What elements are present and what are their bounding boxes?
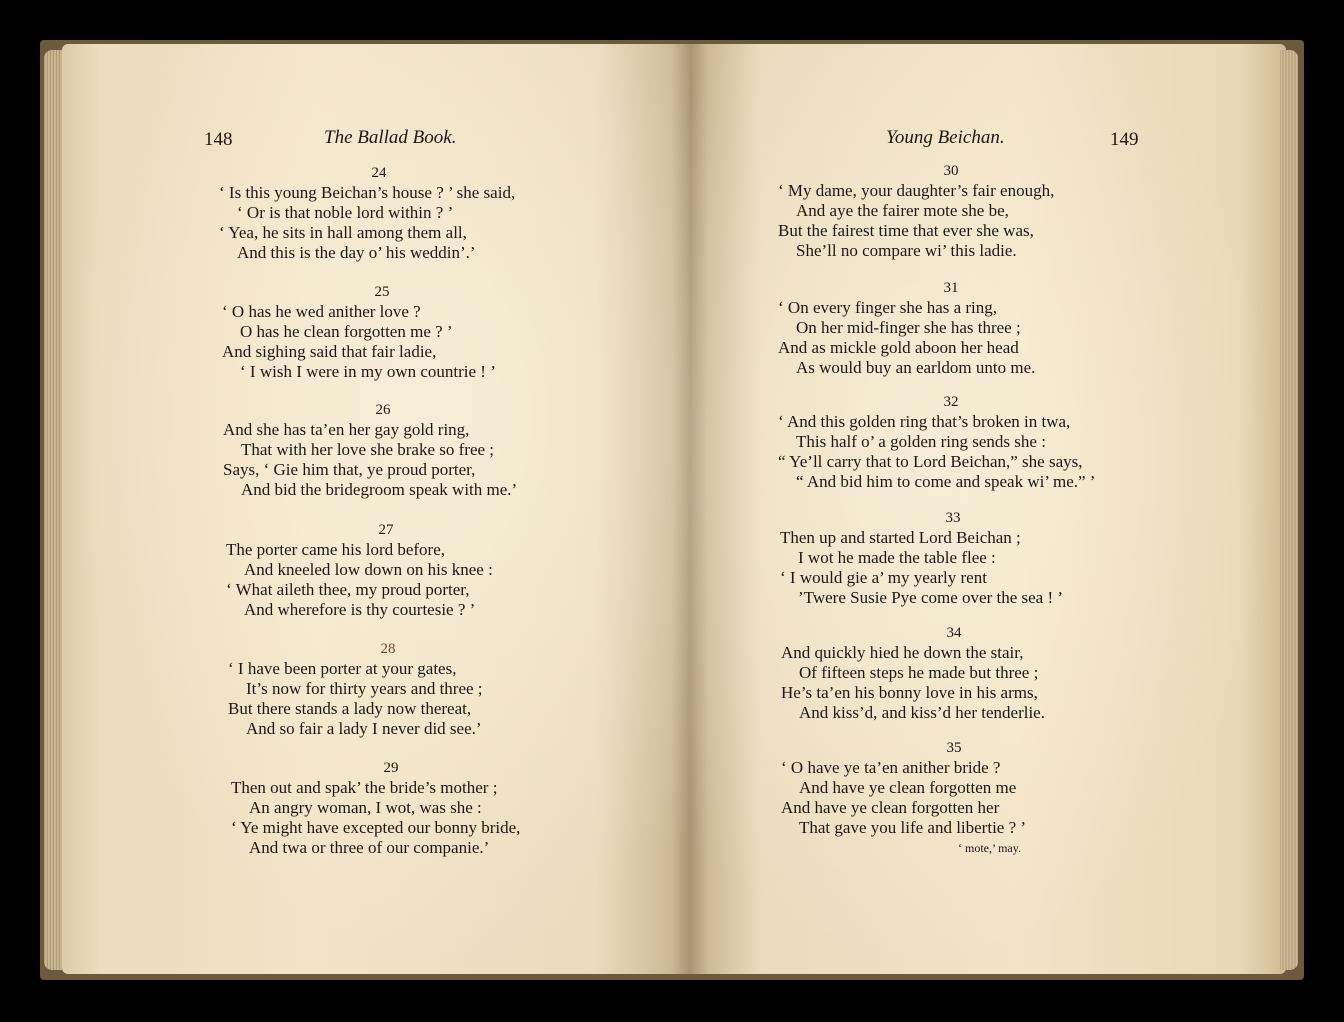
stanza-number: 35 bbox=[946, 740, 962, 756]
verse-line: ‘ I wish I were in my own countrie ! ’ bbox=[240, 362, 496, 381]
stanza-number: 26 bbox=[375, 402, 391, 418]
stanza-number: 33 bbox=[945, 510, 961, 526]
verse-line: ‘ O have ye ta’en anither bride ? bbox=[781, 758, 1001, 777]
verse-line: ‘ I have been porter at your gates, bbox=[228, 659, 457, 678]
verse-line: As would buy an earldom unto me. bbox=[796, 358, 1036, 377]
verse-line: She’ll no compare wi’ this ladie. bbox=[796, 241, 1017, 260]
right-page bbox=[690, 44, 1286, 974]
verse-line: And so fair a lady I never did see.’ bbox=[246, 719, 482, 738]
verse-line: ‘ Yea, he sits in hall among them all, bbox=[219, 223, 467, 242]
verse-line: ‘ Is this young Beichan’s house ? ’ she said, bbox=[219, 183, 516, 202]
verse-line: Says, ‘ Gie him that, ye proud porter, bbox=[223, 460, 476, 479]
stanza bbox=[781, 624, 1127, 723]
verse-line: And wherefore is thy courtesie ? ’ bbox=[244, 600, 476, 619]
verse-line: ‘ What aileth thee, my proud porter, bbox=[226, 580, 470, 599]
verse-line: ‘ My dame, your daughter’s fair enough, bbox=[778, 181, 1055, 200]
stanza-number: 32 bbox=[943, 394, 959, 410]
page-edges-left bbox=[44, 50, 62, 970]
stanza-number: 24 bbox=[371, 165, 387, 181]
verse-line: And sighing said that fair ladie, bbox=[222, 342, 437, 361]
left-page bbox=[62, 44, 690, 974]
stanza bbox=[780, 509, 1126, 608]
verse-line: The porter came his lord before, bbox=[226, 540, 446, 559]
stanza bbox=[219, 164, 539, 263]
page-edges-right bbox=[1280, 50, 1298, 970]
verse-line: He’s ta’en his bonny love in his arms, bbox=[781, 683, 1038, 702]
verse-line: ‘ O has he wed anither love ? bbox=[222, 302, 421, 321]
verse-line: But there stands a lady now thereat, bbox=[228, 699, 472, 718]
verse-line: And have ye clean forgotten her bbox=[781, 798, 1000, 817]
stanza bbox=[222, 283, 542, 382]
verse-line: O has he clean forgotten me ? ’ bbox=[240, 322, 453, 341]
stanza bbox=[778, 279, 1124, 378]
verse-line: And this is the day o’ his weddin’.’ bbox=[237, 243, 476, 262]
open-book bbox=[40, 40, 1304, 980]
stanza-number: 28 bbox=[380, 641, 396, 657]
verse-line: But the fairest time that ever she was, bbox=[778, 221, 1034, 240]
verse-line: And kneeled low down on his knee : bbox=[244, 560, 493, 579]
verse-line: ’Twere Susie Pye come over the sea ! ’ bbox=[798, 588, 1064, 607]
verse-line: And quickly hied he down the stair, bbox=[781, 643, 1024, 662]
verse-line: Then out and spak’ the bride’s mother ; bbox=[231, 778, 498, 797]
verse-line: “ Ye’ll carry that to Lord Beichan,” she says, bbox=[778, 452, 1083, 471]
stanza bbox=[228, 640, 548, 739]
verse-line: And she has ta’en her gay gold ring, bbox=[223, 420, 470, 439]
stanza bbox=[781, 739, 1127, 838]
stanza bbox=[778, 393, 1124, 492]
stanza-number: 27 bbox=[378, 522, 394, 538]
stanza-number: 31 bbox=[943, 280, 959, 296]
verse-line: ‘ Or is that noble lord within ? ’ bbox=[237, 203, 454, 222]
verse-line: ‘ On every finger she has a ring, bbox=[778, 298, 998, 317]
left-running-head: The Ballad Book. bbox=[324, 127, 457, 148]
verse-line: Then up and started Lord Beichan ; bbox=[780, 528, 1021, 547]
verse-line: ‘ I would gie a’ my yearly rent bbox=[780, 568, 987, 587]
verse-line: And kiss’d, and kiss’d her tenderlie. bbox=[799, 703, 1045, 722]
stanza-number: 30 bbox=[943, 163, 959, 179]
verse-line: Of fifteen steps he made but three ; bbox=[799, 663, 1039, 682]
stanza-number: 25 bbox=[374, 284, 390, 300]
stanza-number: 34 bbox=[946, 625, 962, 641]
verse-line: And as mickle gold aboon her head bbox=[778, 338, 1019, 357]
verse-line: An angry woman, I wot, was she : bbox=[249, 798, 482, 817]
stanza-number: 29 bbox=[383, 760, 399, 776]
verse-line: On her mid-finger she has three ; bbox=[796, 318, 1021, 337]
stanza bbox=[778, 162, 1124, 261]
verse-line: And have ye clean forgotten me bbox=[799, 778, 1017, 797]
right-page-number: 149 bbox=[1110, 129, 1139, 150]
stanza bbox=[231, 759, 551, 858]
verse-line: And bid the bridegroom speak with me.’ bbox=[241, 480, 518, 499]
verse-line: This half o’ a golden ring sends she : bbox=[796, 432, 1046, 451]
verse-line: And aye the fairer mote she be, bbox=[796, 201, 1009, 220]
left-page-number: 148 bbox=[204, 129, 233, 150]
footnote: ‘ mote,’ may. bbox=[958, 841, 1021, 855]
verse-line: ‘ Ye might have excepted our bonny bride, bbox=[231, 818, 521, 837]
verse-line: ‘ And this golden ring that’s broken in twa, bbox=[778, 412, 1071, 431]
verse-line: “ And bid him to come and speak wi’ me.” ’ bbox=[796, 472, 1096, 491]
stanza bbox=[226, 521, 546, 620]
verse-line: That gave you life and libertie ? ’ bbox=[799, 818, 1027, 837]
verse-line: That with her love she brake so free ; bbox=[241, 440, 495, 459]
verse-line: It’s now for thirty years and three ; bbox=[246, 679, 483, 698]
verse-line: And twa or three of our companie.’ bbox=[249, 838, 490, 857]
stanza bbox=[223, 401, 543, 500]
right-running-head: Young Beichan. bbox=[886, 127, 1005, 148]
verse-line: I wot he made the table flee : bbox=[798, 548, 996, 567]
